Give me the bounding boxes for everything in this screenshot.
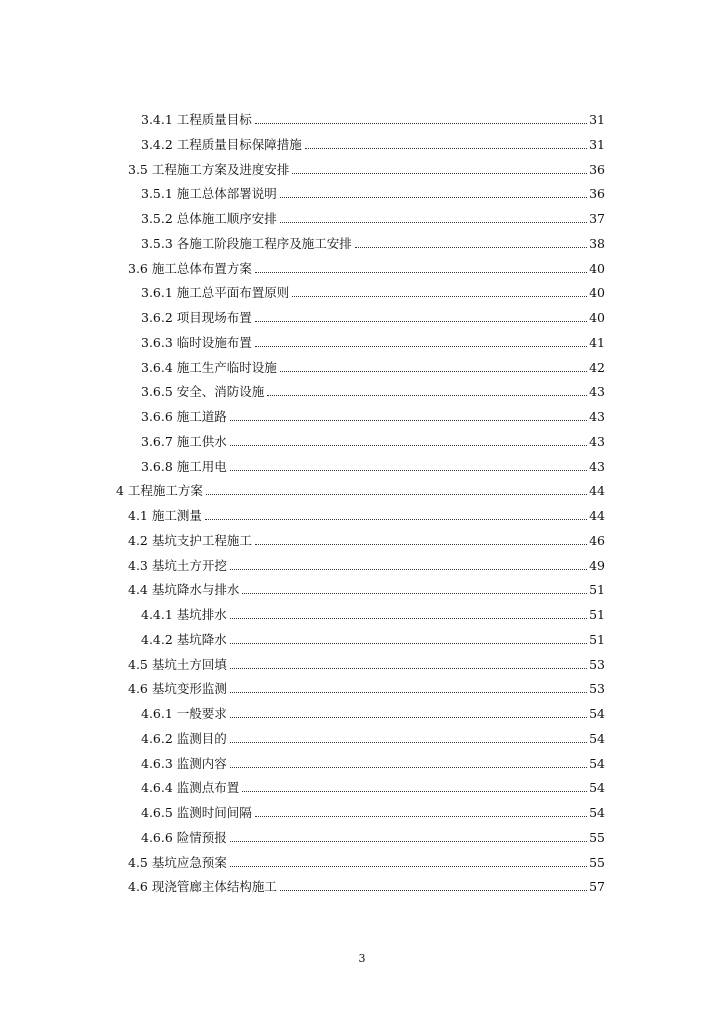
- toc-entry-label: 4.4 基坑降水与排水: [128, 582, 240, 598]
- toc-entry-page: 46: [589, 532, 605, 548]
- toc-leader-dots: [230, 691, 587, 693]
- toc-entry-page: 51: [589, 582, 605, 598]
- toc-entry-page: 44: [589, 508, 605, 523]
- toc-leader-dots: [355, 246, 587, 248]
- toc-entry-label: 4 工程施工方案: [116, 483, 203, 499]
- toc-entry-page: 54: [589, 706, 605, 721]
- toc-entry[interactable]: [128, 529, 605, 549]
- toc-entry[interactable]: [141, 232, 605, 252]
- toc-entry-label: 4.6.4 监测点布置: [141, 780, 240, 796]
- toc-entry[interactable]: [141, 380, 605, 400]
- toc-entry[interactable]: [141, 207, 605, 227]
- toc-entry-label: 3.6.3 临时设施布置: [141, 334, 252, 350]
- toc-leader-dots: [255, 543, 587, 545]
- toc-leader-dots: [206, 493, 587, 495]
- toc-entry-page: 42: [589, 359, 605, 375]
- toc-entry-label: 4.6.3 监测内容: [141, 755, 227, 771]
- toc-leader-dots: [305, 147, 587, 149]
- toc-entry-page: 54: [589, 755, 605, 771]
- toc-entry[interactable]: [116, 479, 605, 499]
- toc-leader-dots: [255, 345, 587, 347]
- toc-leader-dots: [230, 617, 587, 619]
- toc-leader-dots: [267, 394, 587, 396]
- toc-entry-page: 51: [589, 631, 605, 647]
- toc-entry-label: 3.6.2 项目现场布置: [141, 310, 252, 325]
- toc-entry-page: 49: [589, 557, 605, 573]
- toc-leader-dots: [230, 766, 587, 768]
- toc-entry[interactable]: [128, 851, 605, 871]
- toc-entry-page: 44: [589, 483, 605, 499]
- toc-entry-label: 3.4.1 工程质量目标: [141, 112, 252, 127]
- toc-entry-page: 53: [589, 681, 605, 697]
- toc-leader-dots: [242, 592, 587, 594]
- toc-entry[interactable]: [128, 504, 605, 524]
- toc-entry[interactable]: [141, 628, 605, 648]
- toc-entry[interactable]: [141, 331, 605, 351]
- toc-entry-label: 3.5 工程施工方案及进度安排: [128, 161, 290, 177]
- toc-entry-page: 54: [589, 780, 605, 796]
- toc-leader-dots: [280, 196, 587, 198]
- toc-entry-page: 38: [589, 235, 605, 251]
- toc-leader-dots: [255, 815, 587, 817]
- toc-entry-page: 54: [589, 730, 605, 746]
- toc-entry-page: 43: [589, 409, 605, 424]
- toc-entry[interactable]: [128, 578, 605, 598]
- toc-entry-page: 40: [589, 260, 605, 276]
- toc-entry[interactable]: [141, 603, 605, 623]
- toc-entry-label: 3.5.1 施工总体部署说明: [141, 186, 277, 202]
- toc-leader-dots: [230, 568, 587, 570]
- toc-entry[interactable]: [141, 306, 605, 326]
- toc-entry-page: 40: [589, 310, 605, 325]
- toc-entry[interactable]: [141, 752, 605, 772]
- page-number: 3: [358, 952, 366, 965]
- toc-leader-dots: [230, 741, 587, 743]
- toc-entry[interactable]: [141, 826, 605, 846]
- toc-leader-dots: [230, 667, 587, 669]
- toc-entry-label: 3.6.4 施工生产临时设施: [141, 359, 277, 375]
- toc-leader-dots: [230, 444, 587, 446]
- toc-entry[interactable]: [141, 430, 605, 450]
- toc-entry-page: 43: [589, 384, 605, 400]
- toc-leader-dots: [292, 172, 587, 174]
- toc-entry-page: 53: [589, 656, 605, 672]
- toc-leader-dots: [280, 889, 587, 891]
- toc-entry-page: 31: [589, 136, 605, 152]
- toc-entry[interactable]: [128, 554, 605, 574]
- toc-entry[interactable]: [141, 108, 605, 128]
- toc-leader-dots: [230, 419, 587, 421]
- toc-entry-label: 4.6.6 险情预报: [141, 829, 227, 845]
- toc-entry[interactable]: [141, 702, 605, 722]
- toc-entry[interactable]: [128, 653, 605, 673]
- toc-entry-page: 36: [589, 161, 605, 177]
- toc-entry-label: 4.4.2 基坑降水: [141, 631, 227, 647]
- toc-entry-label: 3.5.3 各施工阶段施工程序及施工安排: [141, 235, 352, 251]
- toc-leader-dots: [255, 271, 587, 273]
- toc-leader-dots: [292, 295, 587, 297]
- toc-entry-page: 43: [589, 458, 605, 474]
- toc-entry-label: 4.1 施工测量: [128, 508, 202, 523]
- toc-entry-page: 54: [589, 805, 605, 820]
- toc-entry-label: 3.6.7 施工供水: [141, 433, 227, 449]
- toc-entry[interactable]: [128, 677, 605, 697]
- toc-leader-dots: [242, 790, 587, 792]
- toc-entry-page: 55: [589, 854, 605, 870]
- toc-entry-page: 51: [589, 607, 605, 622]
- toc-entry-label: 4.6 基坑变形监测: [128, 681, 227, 697]
- toc-entry-label: 3.5.2 总体施工顺序安排: [141, 211, 277, 226]
- toc-entry-label: 4.6.1 一般要求: [141, 706, 227, 721]
- toc-entry-page: 31: [589, 112, 605, 127]
- toc-entry-page: 36: [589, 186, 605, 202]
- toc-entry[interactable]: [141, 455, 605, 475]
- toc-entry-page: 57: [589, 879, 605, 895]
- toc-entry-label: 4.6.2 监测目的: [141, 730, 227, 746]
- toc-entry-label: 4.6.5 监测时间间隔: [141, 805, 252, 820]
- toc-leader-dots: [205, 518, 587, 520]
- toc-entry[interactable]: [141, 405, 605, 425]
- toc-entry[interactable]: [128, 257, 605, 277]
- toc-entry[interactable]: [141, 133, 605, 153]
- toc-leader-dots: [230, 716, 587, 718]
- toc-entry[interactable]: [128, 875, 605, 895]
- toc-entry-label: 4.2 基坑支护工程施工: [128, 532, 252, 548]
- toc-entry[interactable]: [141, 776, 605, 796]
- toc-entry[interactable]: [128, 158, 605, 178]
- toc-entry-page: 40: [589, 285, 605, 301]
- toc-entry-label: 3.6.8 施工用电: [141, 458, 227, 474]
- toc-entry[interactable]: [141, 281, 605, 301]
- toc-entry-label: 3.6.6 施工道路: [141, 409, 227, 424]
- toc-leader-dots: [230, 469, 587, 471]
- toc-leader-dots: [255, 122, 587, 124]
- toc-entry-label: 3.4.2 工程质量目标保障措施: [141, 136, 302, 152]
- toc-leader-dots: [280, 370, 587, 372]
- toc-entry-label: 4.6 现浇管廊主体结构施工: [128, 879, 277, 895]
- toc-entry-page: 43: [589, 433, 605, 449]
- toc-entry-label: 3.6.5 安全、消防设施: [141, 384, 265, 400]
- toc-leader-dots: [255, 320, 587, 322]
- toc-entry-label: 4.5 基坑应急预案: [128, 854, 227, 870]
- toc-entry-label: 3.6 施工总体布置方案: [128, 260, 252, 276]
- toc-leader-dots: [230, 840, 587, 842]
- toc-entry-label: 4.3 基坑土方开挖: [128, 557, 227, 573]
- toc-entry-page: 41: [589, 334, 605, 350]
- toc-leader-dots: [230, 865, 587, 867]
- toc-leader-dots: [230, 642, 587, 644]
- toc-entry[interactable]: [141, 727, 605, 747]
- toc-entry-label: 4.5 基坑土方回填: [128, 656, 227, 672]
- toc-entry-page: 55: [589, 829, 605, 845]
- toc-leader-dots: [280, 221, 587, 223]
- toc-entry[interactable]: [141, 356, 605, 376]
- toc-entry-page: 37: [589, 211, 605, 226]
- toc-entry-label: 3.6.1 施工总平面布置原则: [141, 285, 290, 301]
- toc-entry[interactable]: [141, 182, 605, 202]
- toc-entry[interactable]: [141, 801, 605, 821]
- toc-entry-label: 4.4.1 基坑排水: [141, 607, 227, 622]
